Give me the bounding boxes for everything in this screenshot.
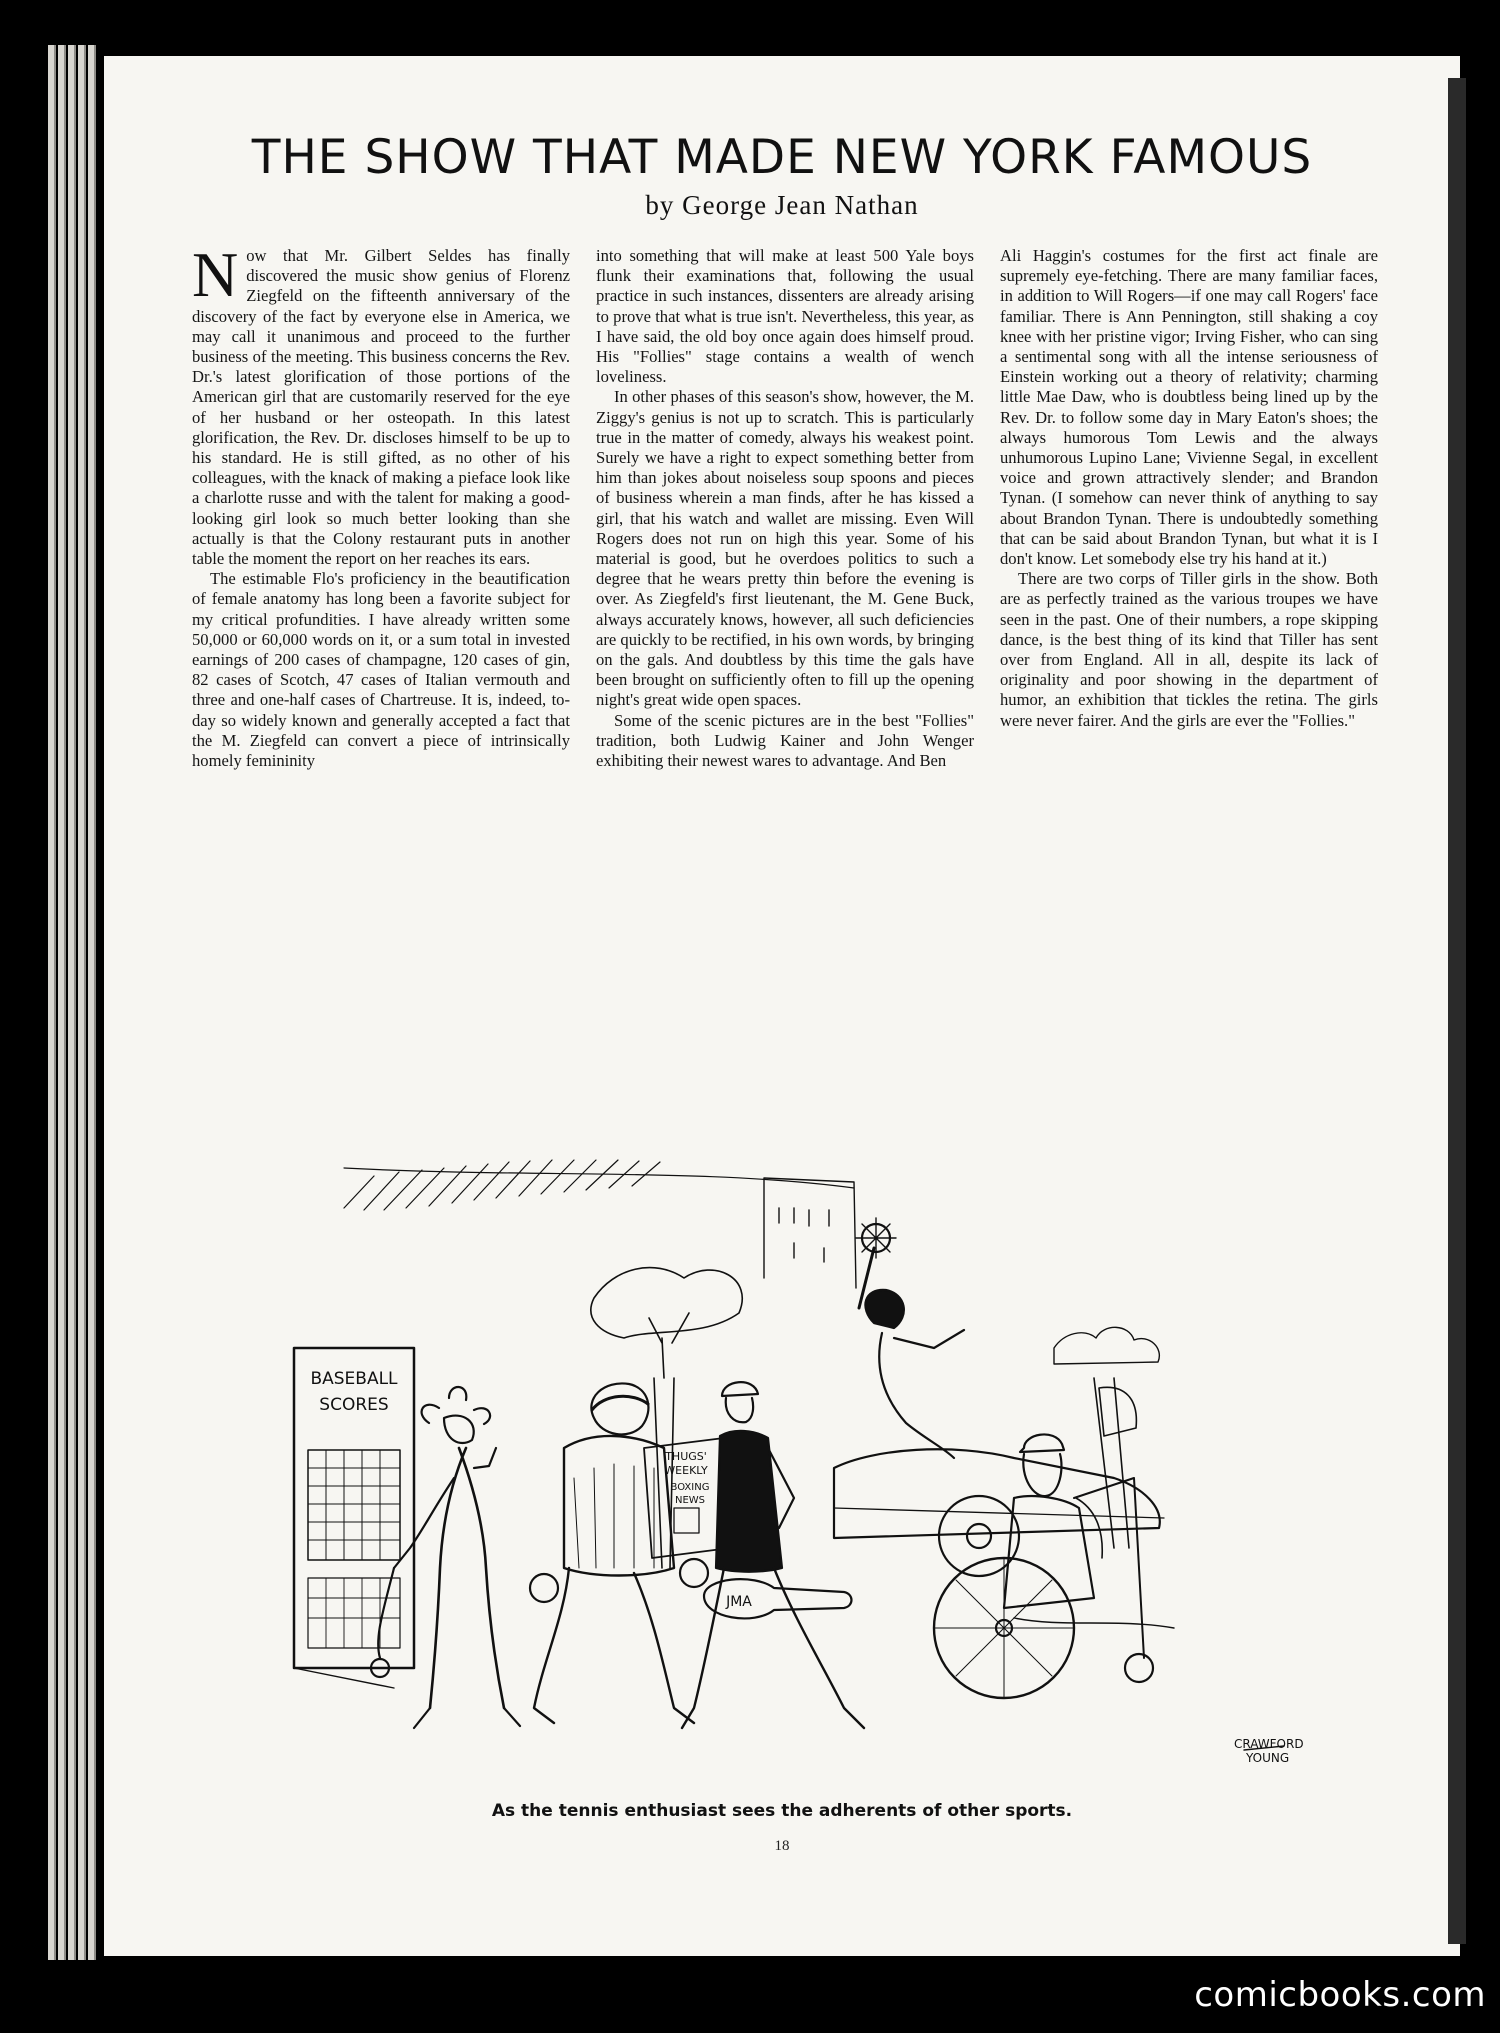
newspaper-line-4: NEWS bbox=[674, 1495, 706, 1506]
jester-figure bbox=[371, 1387, 520, 1728]
page-number: 18 bbox=[774, 1838, 790, 1854]
magazine-page bbox=[104, 56, 1460, 1956]
paragraph: In other phases of this season's show, however, the M. Ziggy's genius is not up to scratch. This is particularly true in the matter of comedy, always his weakest point. Surely we have a right to expect something better from him than jokes about noiseless soup spoons and pieces of business wherein a man finds, after he has kissed a girl, that his watch and wallet are missing. Even Will Rogers does not run on high this year. Some of his material is good, but he overdoes politics to such a degree that he wears pretty thin before the evening is over. As Ziegfeld's first lieutenant, the M. Gene Buck, always accurately knows, however, all such deficiencies are quickly to be rectified, in his own words, by bringing on the gals. And doubtless by this time the gals have been brought on sufficiently often to fill up the opening night's great wide open spaces. bbox=[596, 387, 974, 710]
scoreboard-label-1: BASEBALL bbox=[310, 1369, 398, 1389]
caveman-driver bbox=[856, 1218, 964, 1458]
column-2 bbox=[596, 246, 974, 771]
cartoon-illustration bbox=[234, 1148, 1334, 1788]
page-stack-edges bbox=[48, 45, 108, 1960]
signature-line-2: YOUNG bbox=[1246, 1751, 1290, 1765]
article-title: THE SHOW THAT MADE NEW YORK FAMOUS bbox=[251, 130, 1313, 185]
signature-line-1: CRAWFORD bbox=[1234, 1737, 1304, 1751]
paragraph: The estimable Flo's proficiency in the beautification of female anatomy has long been a favorite subject for my critical profundities. I have already written some 50,000 or 60,000 words on it, or a sum total in invested earnings of 200 cases of champagne, 120 cases of gin, 82 cases of Scotch, 47 cases of Italian vermouth and three and one-half cases of Chartreuse. It is, indeed, to-day so widely known and generally accepted a fact that the M. Ziegfeld can convert a piece of intrinsically homely femininity bbox=[192, 569, 570, 771]
racket-case-monogram: JMA bbox=[726, 1594, 752, 1610]
newspaper-line-1: THUGS' bbox=[665, 1450, 707, 1463]
cloud bbox=[1054, 1327, 1159, 1364]
sky-hatching bbox=[344, 1160, 854, 1210]
paragraph: Now that Mr. Gilbert Seldes has finally discovered the music show genius of Florenz Ziegfeld on the fifteenth anniversary of the discovery of the fact by everyone else in America, we may call it unanimous and proceed to the further business of the meeting. This business concerns the Rev. Dr.'s latest glorification of those portions of the American girl that are customarily reserved for the eye of her husband or her osteopath. In this latest glorification, the Rev. Dr. discloses himself to be up to his standard. He is still gifted, as no other of his colleagues, with the knack of making a pieface look like a charlotte russe and with the talent for making a good-looking girl look so much better looking than she actually is that the Colony restaurant puts in another table the moment the report on her reaches its ears. bbox=[192, 239, 570, 569]
drop-cap: N bbox=[192, 239, 239, 310]
tennis-player bbox=[682, 1382, 864, 1728]
article-byline: by George Jean Nathan bbox=[645, 190, 919, 220]
paragraph: Ali Haggin's costumes for the first act finale are supremely eye-fetching. There are many familiar faces, in addition to Will Rogers—if one may call Rogers' face familiar. There is Ann Pennington, still shaking a coy knee with her pristine vigor; Irving Fisher, who can sing a sentimental song with all the intense seriousness of Einstein working out a theory of relativity; charming little Mae Daw, who is doubtless being lined up by the Rev. Dr. to follow some day in Mary Eaton's shoes; the always humorous Tom Lewis and the always unhumorous Lupino Lane; Vivienne Segal, in excellent voice and grown attractively slender; and Brandon Tynan. (I somehow can never think of anything to say about Brandon Tynan. There is undoubtedly something that can be said about Brandon Tynan, but what it is I don't know. Let somebody else try his hand at it.) bbox=[1000, 246, 1378, 569]
paragraph: Some of the scenic pictures are in the best "Follies" tradition, both Ludwig Kainer and John Wenger exhibiting their newest wares to advantage. And Ben bbox=[596, 710, 974, 771]
column-1 bbox=[192, 239, 570, 771]
column-3 bbox=[1000, 246, 1378, 771]
boxer-figure bbox=[530, 1383, 708, 1723]
paragraph: into something that will make at least 500 Yale boys flunk their examinations that, following the usual practice in such instances, dissenters are already arising to prove that what is true isn't. Nevertheless, this year, as I have said, the old boy once again does himself proud. His "Follies" stage contains a wealth of wench loveliness. bbox=[596, 246, 974, 387]
article-body bbox=[192, 239, 1378, 771]
newspaper-line-3: BOXING bbox=[670, 1482, 710, 1493]
scoreboard-label-2: SCORES bbox=[319, 1395, 389, 1415]
illustration-caption: As the tennis enthusiast sees the adherents of other sports. bbox=[491, 1801, 1073, 1821]
newspaper-line-2: WEEKLY bbox=[664, 1464, 708, 1477]
paragraph: There are two corps of Tiller girls in the show. Both are as perfectly trained as the various troupes we have seen in the past. One of their numbers, a rope skipping dance, is the best thing of its kind that Tiller has sent over from England. All in all, despite its lack of originality and poor showing in the department of humor, an exhibition that tickles the retina. The girls were never fairer. And the girls are ever the "Follies." bbox=[1000, 569, 1378, 730]
site-watermark: comicbooks.com bbox=[1194, 1975, 1486, 2015]
background-buildings bbox=[764, 1178, 856, 1288]
facing-page-edge bbox=[1448, 78, 1466, 1944]
